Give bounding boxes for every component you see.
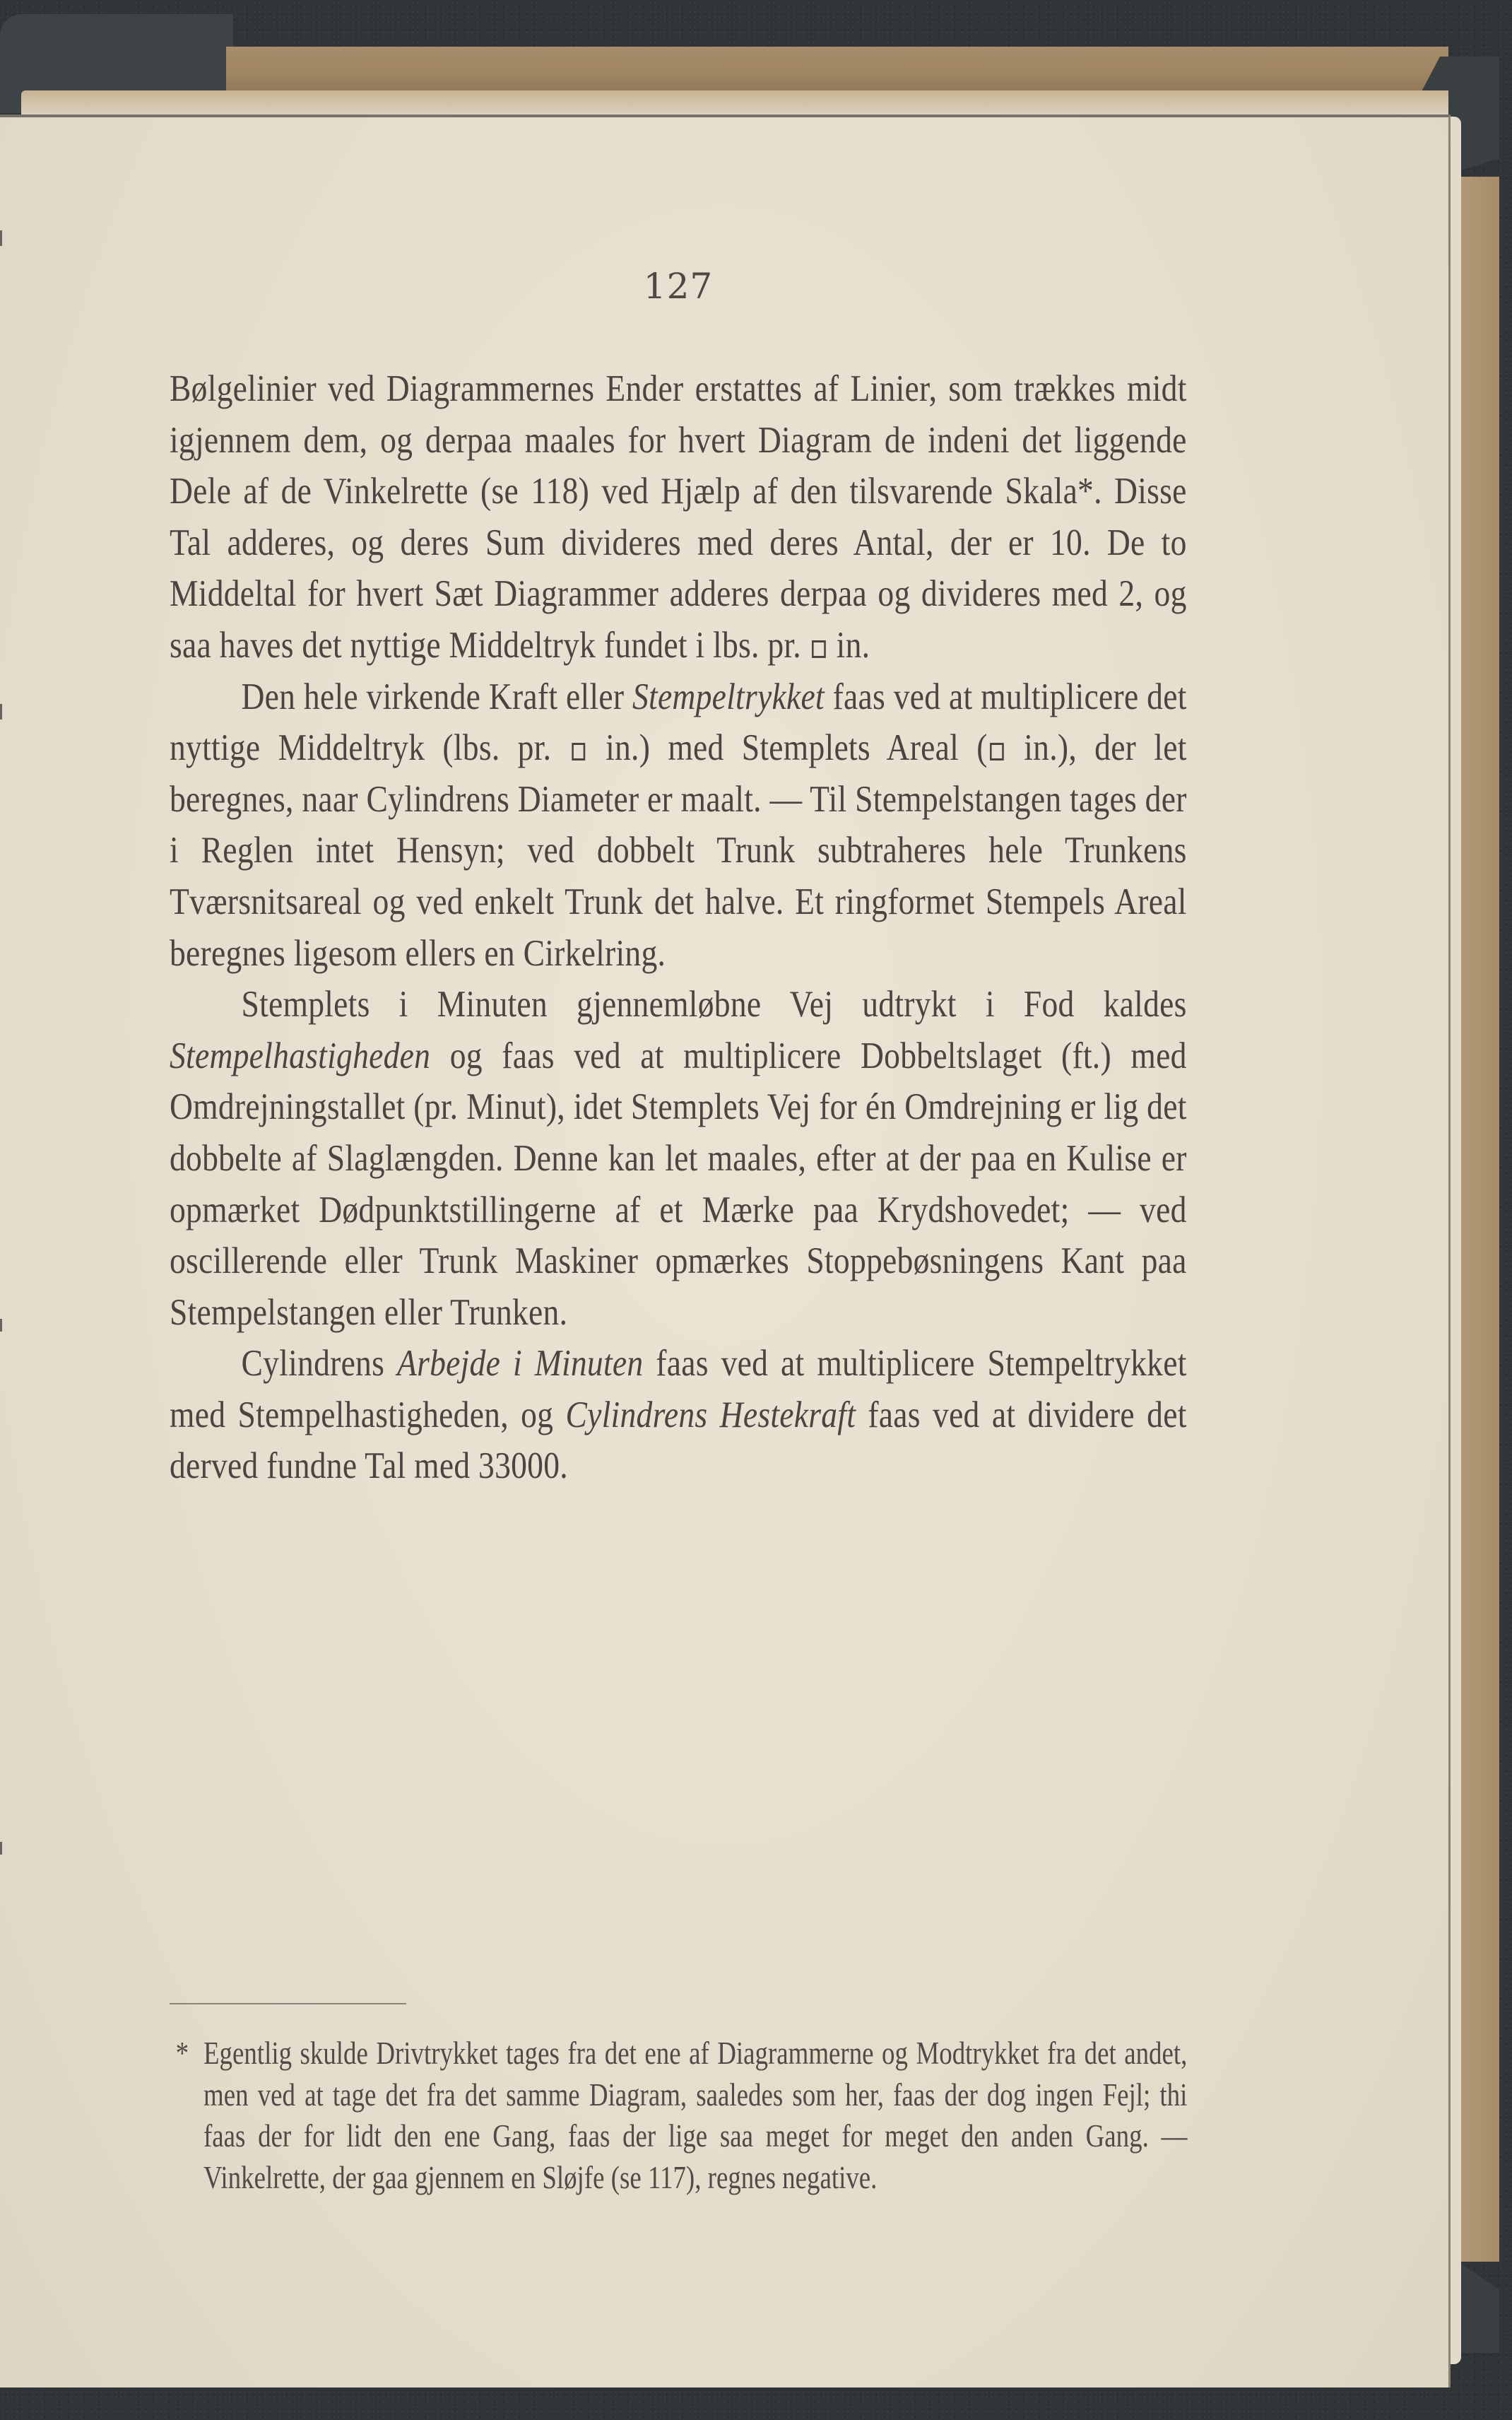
- paragraph-text: faas ved at dividere det derved fundne Tal med 33000.: [170, 1394, 1187, 1487]
- paragraph: [170, 363, 1187, 671]
- footnote-text: Egentlig skulde Drivtrykket tages fra det ene af Diagrammerne og Modtrykket fra det andet, men ved at tage det fra det samme Diagram, saaledes som her, faas der dog ingen Fejl; thi faas der for lidt den ene Gang, faas der lige saa meget for meget den anden Gang. — Vinkelrette, der gaa gjennem en Sløjfe (se 117), regnes negative.: [203, 2036, 1188, 2195]
- paragraph-text: Bølgelinier ved Diagrammernes Ender erstattes af Linier, som trækkes midt igjennem dem, og derpaa maales for hvert Diagram de indeni det liggende Dele af de Vinkelrette (se 118) ved Hjælp af den tilsvarende Skala*. Disse Tal adderes, og deres Sum divideres med deres Antal, der er 10. De to Middeltal for hvert Sæt Diagrammer adderes derpaa og divideres med 2, og saa haves det nyttige Middeltryk fundet i lbs. pr.: [170, 368, 1187, 666]
- paragraph: [170, 979, 1187, 1338]
- paragraph-text: Den hele virkende Kraft eller: [241, 676, 632, 717]
- body-text: [170, 363, 1187, 1492]
- emphasized-term: Stempeltrykket: [632, 676, 825, 717]
- paragraph-text: in.: [828, 624, 870, 666]
- emphasized-term: Stempelhastigheden: [170, 1035, 431, 1076]
- paragraph: [170, 671, 1187, 980]
- book-page: [0, 114, 1451, 2387]
- paragraph-text: in.), der let beregnes, naar Cylindrens Diameter er maalt. — Til Stempelstangen tages der i Reglen intet Hensyn; ved dobbelt Trunk subtraheres hele Trunkens Tværsnitsareal og ved enkelt Trunk det halve. Et ringformet Stempels Areal beregnes ligesom ellers en Cirkelring.: [170, 727, 1187, 974]
- paragraph-text: faas ved at multiplicere Stempeltrykket med Stempelhastigheden, og: [170, 1343, 1187, 1435]
- square-inch-symbol: [572, 743, 585, 760]
- book-board-top: [226, 47, 1448, 96]
- paragraph-text: in.) med Stemplets Areal (: [587, 727, 988, 769]
- paragraph: [170, 1338, 1187, 1492]
- emphasized-term: Arbejde i Minuten: [396, 1343, 644, 1385]
- footnote: [175, 2033, 1188, 2198]
- margin-mark: [0, 704, 2, 719]
- margin-mark: [0, 230, 2, 246]
- book-board-right: [1457, 177, 1499, 2262]
- square-inch-symbol: [990, 743, 1003, 760]
- emphasized-term: Cylindrens Hestekraft: [565, 1394, 856, 1435]
- paragraph-text: Cylindrens: [241, 1343, 397, 1385]
- paragraph-text: faas ved at multiplicere det nyttige Middeltryk (lbs. pr.: [170, 676, 1187, 769]
- paragraph-text: og faas ved at multiplicere Dobbeltslaget (ft.) med Omdrejningstallet (pr. Minut), idet Stemplets Vej for én Omdrejning er lig det dobbelte af Slaglængden. Denne kan let maales, efter at der paa en Kulise er opmærket Dødpunktstillingerne af et Mærke paa Krydshovedet; — ved oscillerende eller Trunk Maskiner opmærkes Stoppebøsningens Kant paa Stempelstangen eller Trunken.: [170, 1035, 1187, 1333]
- margin-mark: [0, 1842, 2, 1855]
- paragraph-text: Stemplets i Minuten gjennemløbne Vej udtrykt i Fod kaldes: [241, 984, 1187, 1026]
- square-inch-symbol: [812, 640, 825, 658]
- page-number: 127: [643, 266, 714, 307]
- footnote-marker: *: [175, 2036, 189, 2071]
- footnote-divider: [170, 2003, 406, 2004]
- margin-mark: [0, 1319, 2, 1332]
